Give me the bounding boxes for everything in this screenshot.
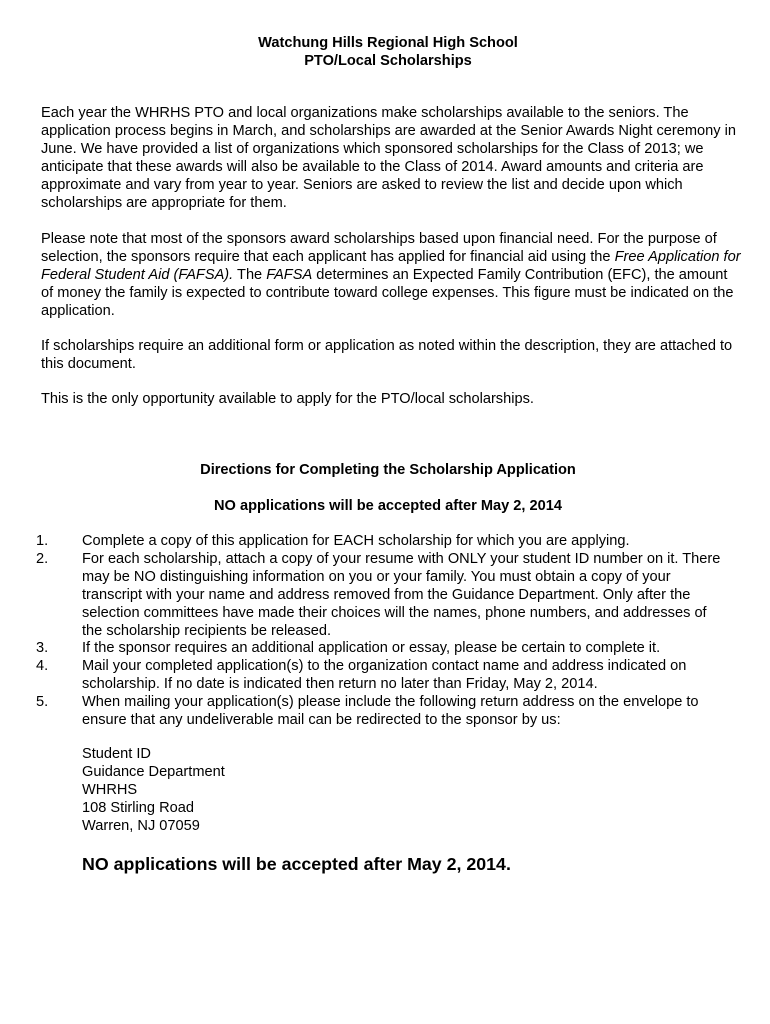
fafsa-abbreviation: FAFSA (266, 266, 313, 283)
intro-paragraph-4: This is the only opportunity available to apply for the PTO/local scholarships. (41, 391, 534, 407)
list-text: Mail your completed application(s) to the organization contact name and address indicated on scholarship. If no date is indicated then return no later than Friday, May 2, 2014. (82, 658, 687, 693)
list-text: If the sponsor requires an additional application or essay, please be certain to complete it. (82, 640, 661, 657)
fafsa-full-name: Free Application for Federal Student Aid (FAFSA). (41, 248, 741, 283)
list-text: Complete a copy of this application for EACH scholarship for which you are applying. (82, 533, 630, 549)
efc-explanation-text: determines an Expected Family Contribution (EFC), the amount of money the family is expected to contribute toward college expenses. This figure must be indicated on the application. (41, 266, 734, 319)
return-address (82, 746, 225, 835)
address-line: Student ID (82, 746, 151, 762)
list-number: 4. (36, 658, 49, 675)
deadline-notice: NO applications will be accepted after May 2, 2014 (214, 498, 562, 514)
list-item (0, 658, 722, 694)
document-header (0, 34, 770, 70)
document-title: PTO/Local Scholarships (304, 53, 472, 69)
final-deadline-notice: NO applications will be accepted after May 2, 2014. (82, 854, 511, 874)
address-line: 108 Stirling Road (82, 799, 194, 816)
list-item (0, 640, 722, 658)
fafsa-connector-text: The (233, 266, 267, 283)
list-item (0, 694, 722, 730)
list-item (0, 551, 722, 641)
address-line: Guidance Department (82, 763, 225, 780)
list-item (0, 533, 722, 551)
intro-paragraph-3: If scholarships require an additional form or application as noted within the description, they are attached to this document. (41, 338, 733, 372)
list-text: When mailing your application(s) please include the following return address on the envelope to ensure that any undeliverable mail can be redirected to the sponsor by us: (82, 694, 699, 729)
list-number: 2. (36, 550, 49, 567)
school-name: Watchung Hills Regional High School (258, 35, 518, 51)
directions-list (0, 533, 770, 730)
address-line: WHRHS (82, 781, 138, 798)
list-text: For each scholarship, attach a copy of your resume with ONLY your student ID number on it. There may be NO distinguishing information on you or your family. You must obtain a copy of your transcript with your name and address removed from the Guidance Department. Only after the selection committees have made their choices will the names, phone numbers, and addresses of the scholarship recipients be released. (82, 550, 721, 639)
directions-title: Directions for Completing the Scholarship Application (200, 462, 576, 478)
intro-paragraph-2 (41, 231, 741, 321)
list-number: 5. (36, 694, 49, 711)
fafsa-requirement-text: Please note that most of the sponsors award scholarships based upon financial need. For the purpose of selection, the sponsors require that each applicant has applied for financial aid using the (41, 231, 717, 265)
address-line: Warren, NJ 07059 (82, 817, 200, 834)
intro-paragraph-1: Each year the WHRHS PTO and local organizations make scholarships available to the seniors. The application process begins in March, and scholarships are awarded at the Senior Awards Night ceremony in June. We have provided a list of organizations which sponsored scholarships for the Class of 2013; we anticipate that these awards will also be available to the Class of 2014. Award amounts and criteria are approximate and vary from year to year. Seniors are asked to review the list and decide upon which scholarships are appropriate for them. (41, 105, 736, 211)
list-number: 1. (36, 533, 49, 549)
list-number: 3. (36, 640, 49, 657)
